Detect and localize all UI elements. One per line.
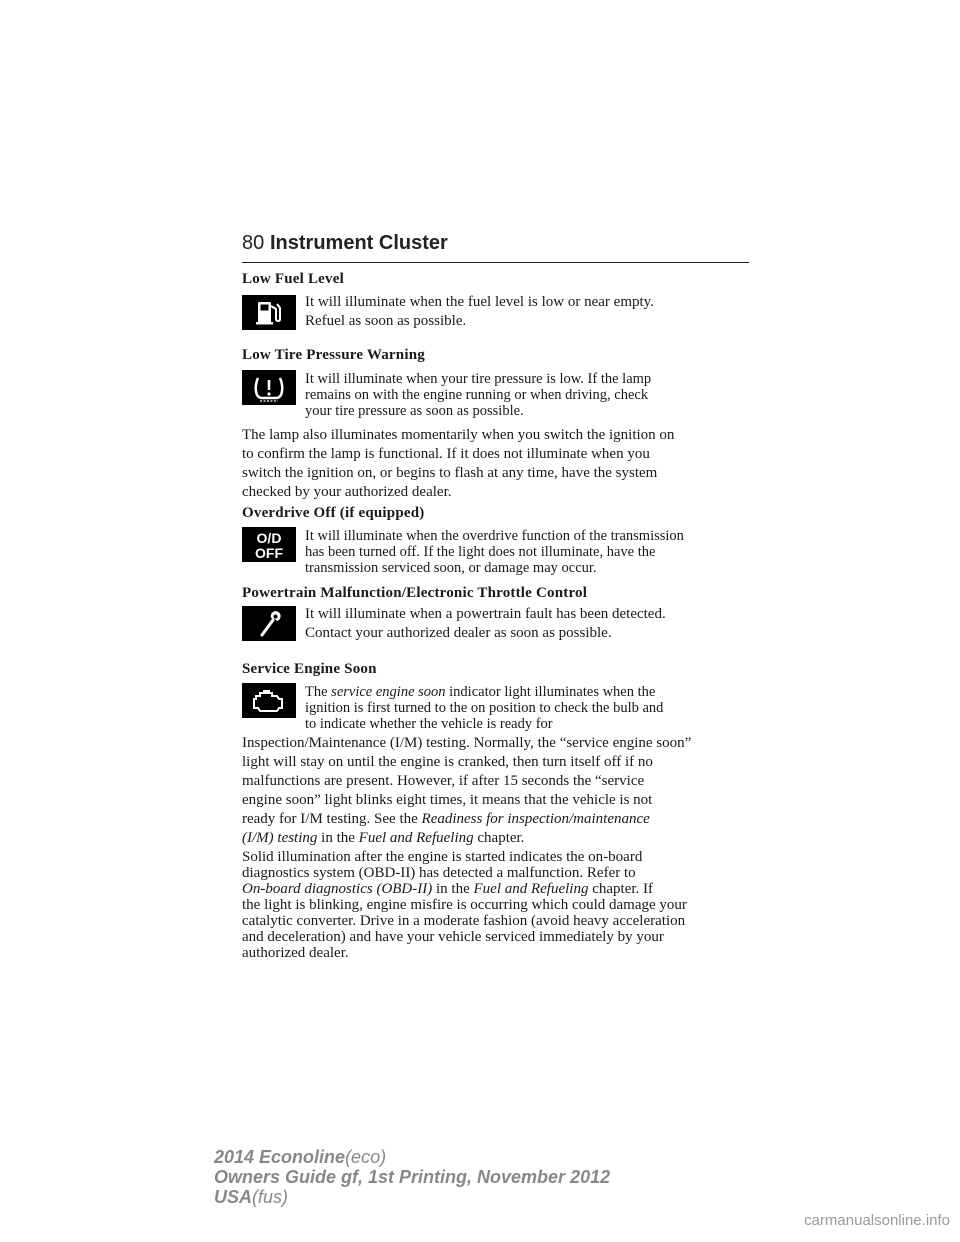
overdrive-off-icon — [242, 527, 296, 562]
text-line: It will illuminate when the overdrive function of the transmission — [305, 528, 684, 544]
powertrain-heading: Powertrain Malfunction/Electronic Throttle Control — [242, 585, 588, 601]
tire-pressure-description — [305, 371, 651, 419]
text-span: in the — [436, 881, 470, 897]
cross-reference-fuel-chapter: Fuel and Refueling — [473, 881, 589, 897]
text-line: checked by your authorized dealer. — [242, 484, 452, 500]
low-fuel-description — [305, 293, 654, 331]
text-line: ignition is first turned to the on position to check the bulb and — [305, 700, 664, 716]
footer-market-line — [214, 1187, 610, 1207]
engine-icon — [242, 683, 296, 718]
service-engine-heading: Service Engine Soon — [242, 661, 377, 677]
text-line: Solid illumination after the engine is started indicates the on-board — [242, 849, 643, 865]
footer-market-code: (fus) — [252, 1187, 289, 1207]
text-line — [242, 829, 691, 848]
text-line: switch the ignition on, or begins to flash at any time, have the system — [242, 465, 658, 481]
overdrive-icon-label-bottom: OFF — [255, 545, 283, 561]
text-line: to confirm the lamp is functional. If it does not illuminate when you — [242, 446, 650, 462]
text-line: The lamp also illuminates momentarily when you switch the ignition on — [242, 427, 675, 443]
chapter-title: Instrument Cluster — [270, 232, 448, 254]
text-span: in the — [321, 830, 355, 846]
text-line — [305, 684, 663, 700]
text-line: diagnostics system (OBD-II) has detected a malfunction. Refer to — [242, 865, 636, 881]
page-header — [242, 232, 749, 263]
footer-model: 2014 Econoline — [214, 1147, 346, 1167]
document-footer — [214, 1147, 610, 1207]
fuel-pump-icon — [242, 295, 296, 330]
overdrive-description — [305, 528, 684, 576]
text-line: to indicate whether the vehicle is ready for — [305, 716, 553, 732]
text-line: Refuel as soon as possible. — [305, 313, 467, 329]
tire-pressure-paragraph — [242, 426, 674, 502]
text-line: Inspection/Maintenance (I/M) testing. Normally, the “service engine soon” — [242, 735, 692, 751]
text-line: remains on with the engine running or when driving, check — [305, 387, 649, 403]
text-span: indicator light illuminates when the — [449, 684, 656, 700]
text-line: and deceleration) and have your vehicle serviced immediately by your — [242, 929, 664, 945]
text-line: malfunctions are present. However, if after 15 seconds the “service — [242, 773, 645, 789]
service-engine-description — [305, 684, 663, 732]
footer-model-code: (eco) — [345, 1147, 387, 1167]
text-span: The — [305, 684, 328, 700]
text-line: catalytic converter. Drive in a moderate fashion (avoid heavy acceleration — [242, 913, 686, 929]
text-line: has been turned off. If the light does not illuminate, have the — [305, 544, 656, 560]
tire-pressure-icon — [242, 370, 296, 405]
text-span: chapter. If — [592, 881, 654, 897]
cross-reference-im-testing: (I/M) testing — [242, 830, 318, 846]
solid-illumination-paragraph — [242, 848, 687, 960]
text-line: the light is blinking, engine misfire is occurring which could damage your — [242, 897, 687, 913]
text-line: your tire pressure as soon as possible. — [305, 403, 524, 419]
page-number: 80 — [242, 232, 265, 254]
text-line: engine soon” light blinks eight times, it means that the vehicle is not — [242, 792, 653, 808]
overdrive-heading: Overdrive Off (if equipped) — [242, 505, 425, 521]
text-span: chapter. — [477, 830, 525, 846]
cross-reference-obd: On-board diagnostics (OBD-II) — [242, 881, 433, 897]
text-line: light will stay on until the engine is cranked, then turn itself off if no — [242, 754, 653, 770]
wrench-icon — [242, 606, 296, 641]
text-span: ready for I/M testing. See the — [242, 811, 418, 827]
footer-guide: Owners Guide gf, 1st Printing, November 2012 — [214, 1167, 611, 1187]
text-line: It will illuminate when the fuel level is low or near empty. — [305, 294, 654, 310]
watermark: carmanualsonline.info — [804, 1212, 950, 1229]
powertrain-description — [305, 605, 666, 643]
text-line: It will illuminate when a powertrain fault has been detected. — [305, 606, 666, 622]
service-engine-paragraph — [242, 734, 691, 848]
text-line: transmission serviced soon, or damage may occur. — [305, 560, 597, 576]
text-line — [242, 880, 687, 896]
text-line: authorized dealer. — [242, 945, 349, 961]
cross-reference-fuel-chapter: Fuel and Refueling — [358, 830, 474, 846]
service-engine-soon-term: service engine soon — [327, 684, 450, 700]
footer-model-line — [214, 1147, 610, 1167]
footer-market: USA — [214, 1187, 253, 1207]
overdrive-icon-label-top: O/D — [256, 530, 282, 546]
tire-pressure-heading: Low Tire Pressure Warning — [242, 347, 425, 363]
text-line — [242, 810, 691, 829]
cross-reference-readiness: Readiness for inspection/maintenance — [421, 811, 650, 827]
low-fuel-heading: Low Fuel Level — [242, 271, 344, 287]
text-line: Contact your authorized dealer as soon as possible. — [305, 625, 612, 641]
text-line: It will illuminate when your tire pressure is low. If the lamp — [305, 371, 652, 387]
